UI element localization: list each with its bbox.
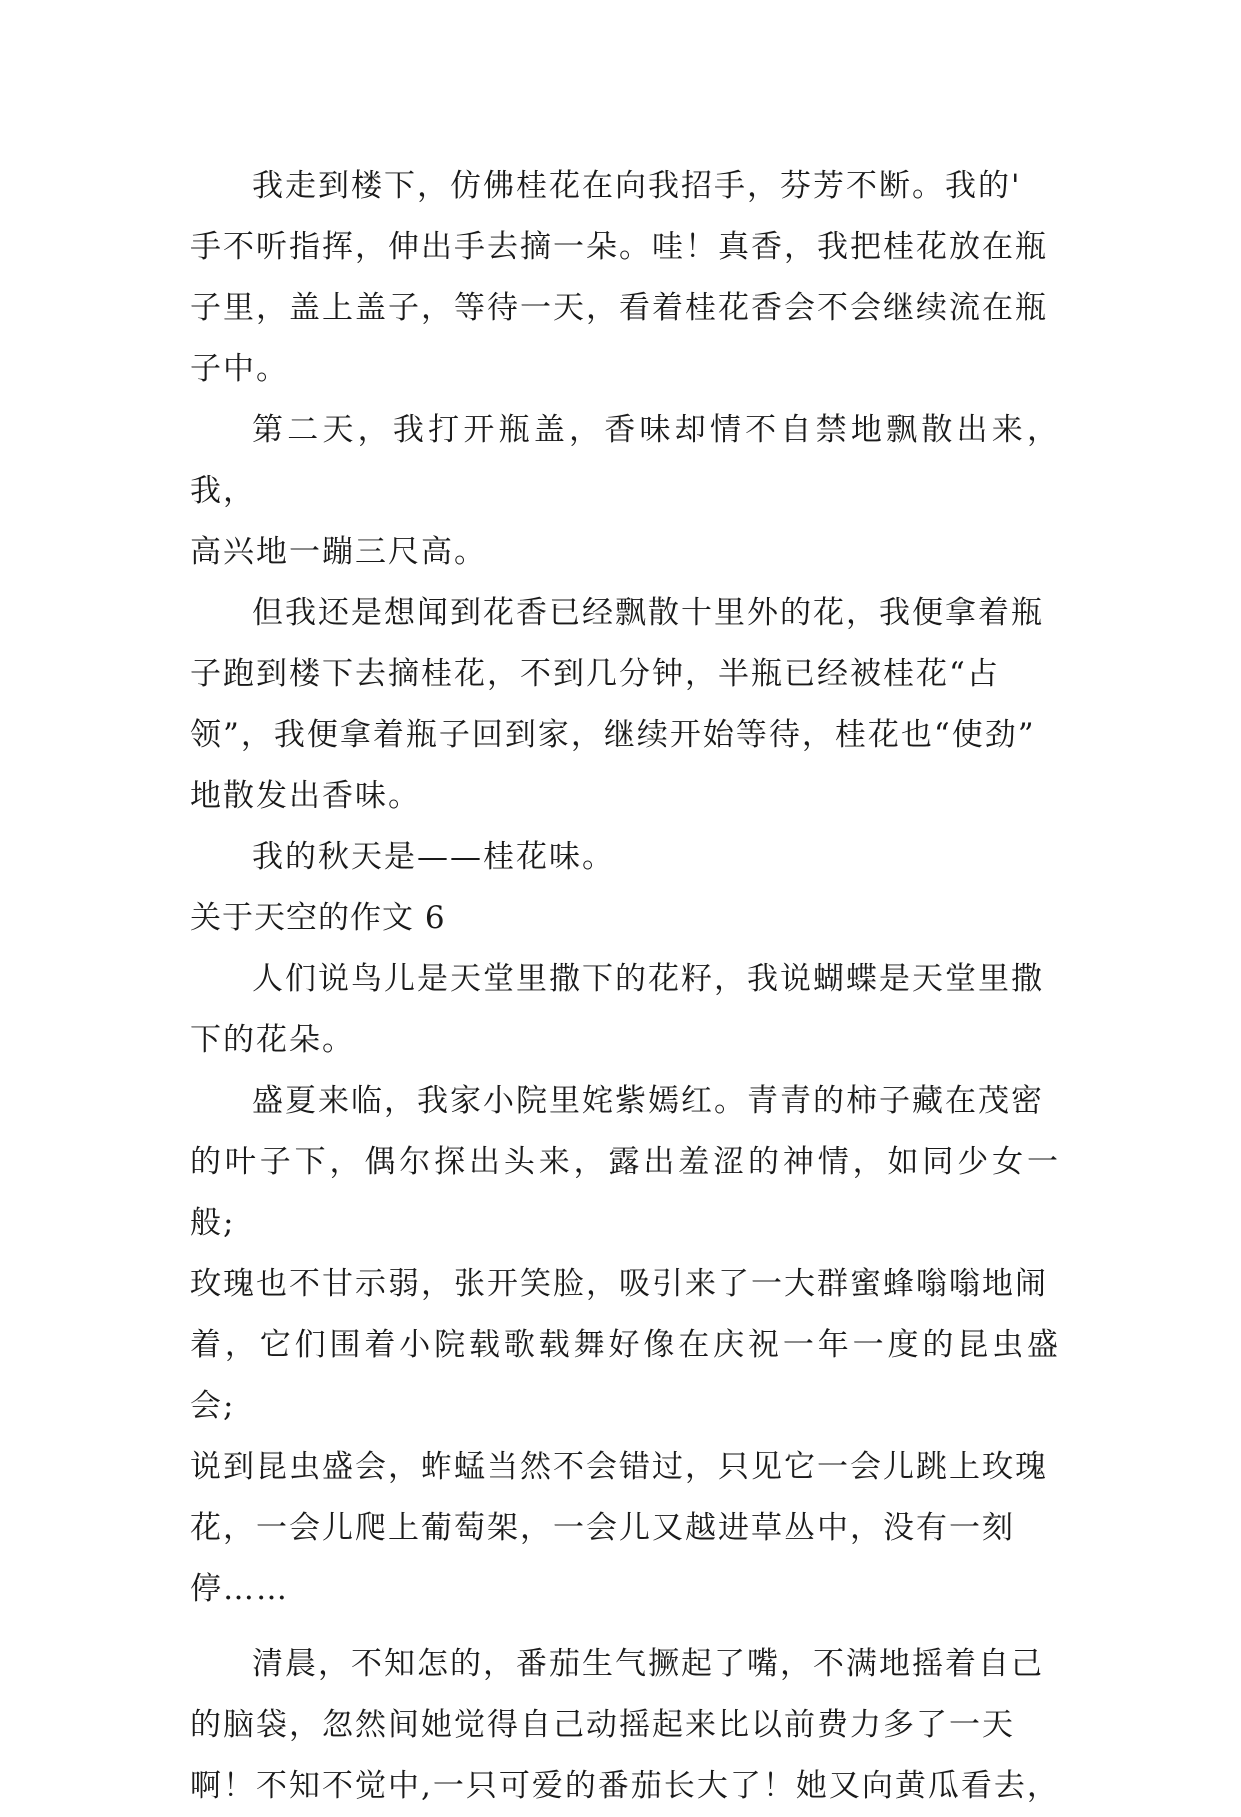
essay-heading: 关于天空的作文 6 — [190, 900, 446, 936]
paragraph-second-day: 第二天，我打开瓶盖，香味却情不自禁地飘散出来，我， 高兴地一蹦三尺高。 — [190, 412, 1060, 570]
paragraph-birds-butterflies: 人们说鸟儿是天堂里撒下的花籽，我说蝴蝶是天堂里撒 下的花朵。 — [190, 961, 1044, 1058]
document-page — [190, 156, 1060, 1817]
paragraph-fill-bottle: 但我还是想闻到花香已经飘散十里外的花，我便拿着瓶 子跑到楼下去摘桂花，不到几分钟，半瓶已经被桂花“占 领”，我便拿着瓶子回到家，继续开始等待，桂花也“使劲” 地散发出香味。 — [190, 595, 1044, 814]
paragraph-autumn-conclusion: 我的秋天是——桂花味。 — [252, 839, 615, 875]
paragraph-morning-tomato: 清晨，不知怎的，番茄生气撅起了嘴，不满地摇着自己 的脑袋，忽然间她觉得自己动摇起来比以前费力多了一天 啊！不知不觉中,一只可爱的番茄长大了！她又向黄瓜看去， — [190, 1646, 1060, 1804]
paragraph-osmanthus-picking: 我走到楼下，仿佛桂花在向我招手，芬芳不断。我的' 手不听指挥，伸出手去摘一朵。哇！真香，我把桂花放在瓶 子里，盖上盖子，等待一天，看着桂花香会不会继续流在瓶 子中。 — [190, 168, 1048, 387]
paragraph-summer-garden: 盛夏来临，我家小院里姹紫嫣红。青青的柿子藏在茂密 的叶子下，偶尔探出头来，露出羞涩的神情，如同少女一般; 玫瑰也不甘示弱，张开笑脸，吸引来了一大群蜜蜂嗡嗡地闹 着，它们围着小院载歌载舞好像在庆祝一年一度的昆虫盛会; 说到昆虫盛会，蚱蜢当然不会错过，只见它一会儿跳上玫瑰 花，一会儿爬上葡萄架，一会儿又越进草丛中，没有一刻 停…… — [190, 1083, 1060, 1607]
